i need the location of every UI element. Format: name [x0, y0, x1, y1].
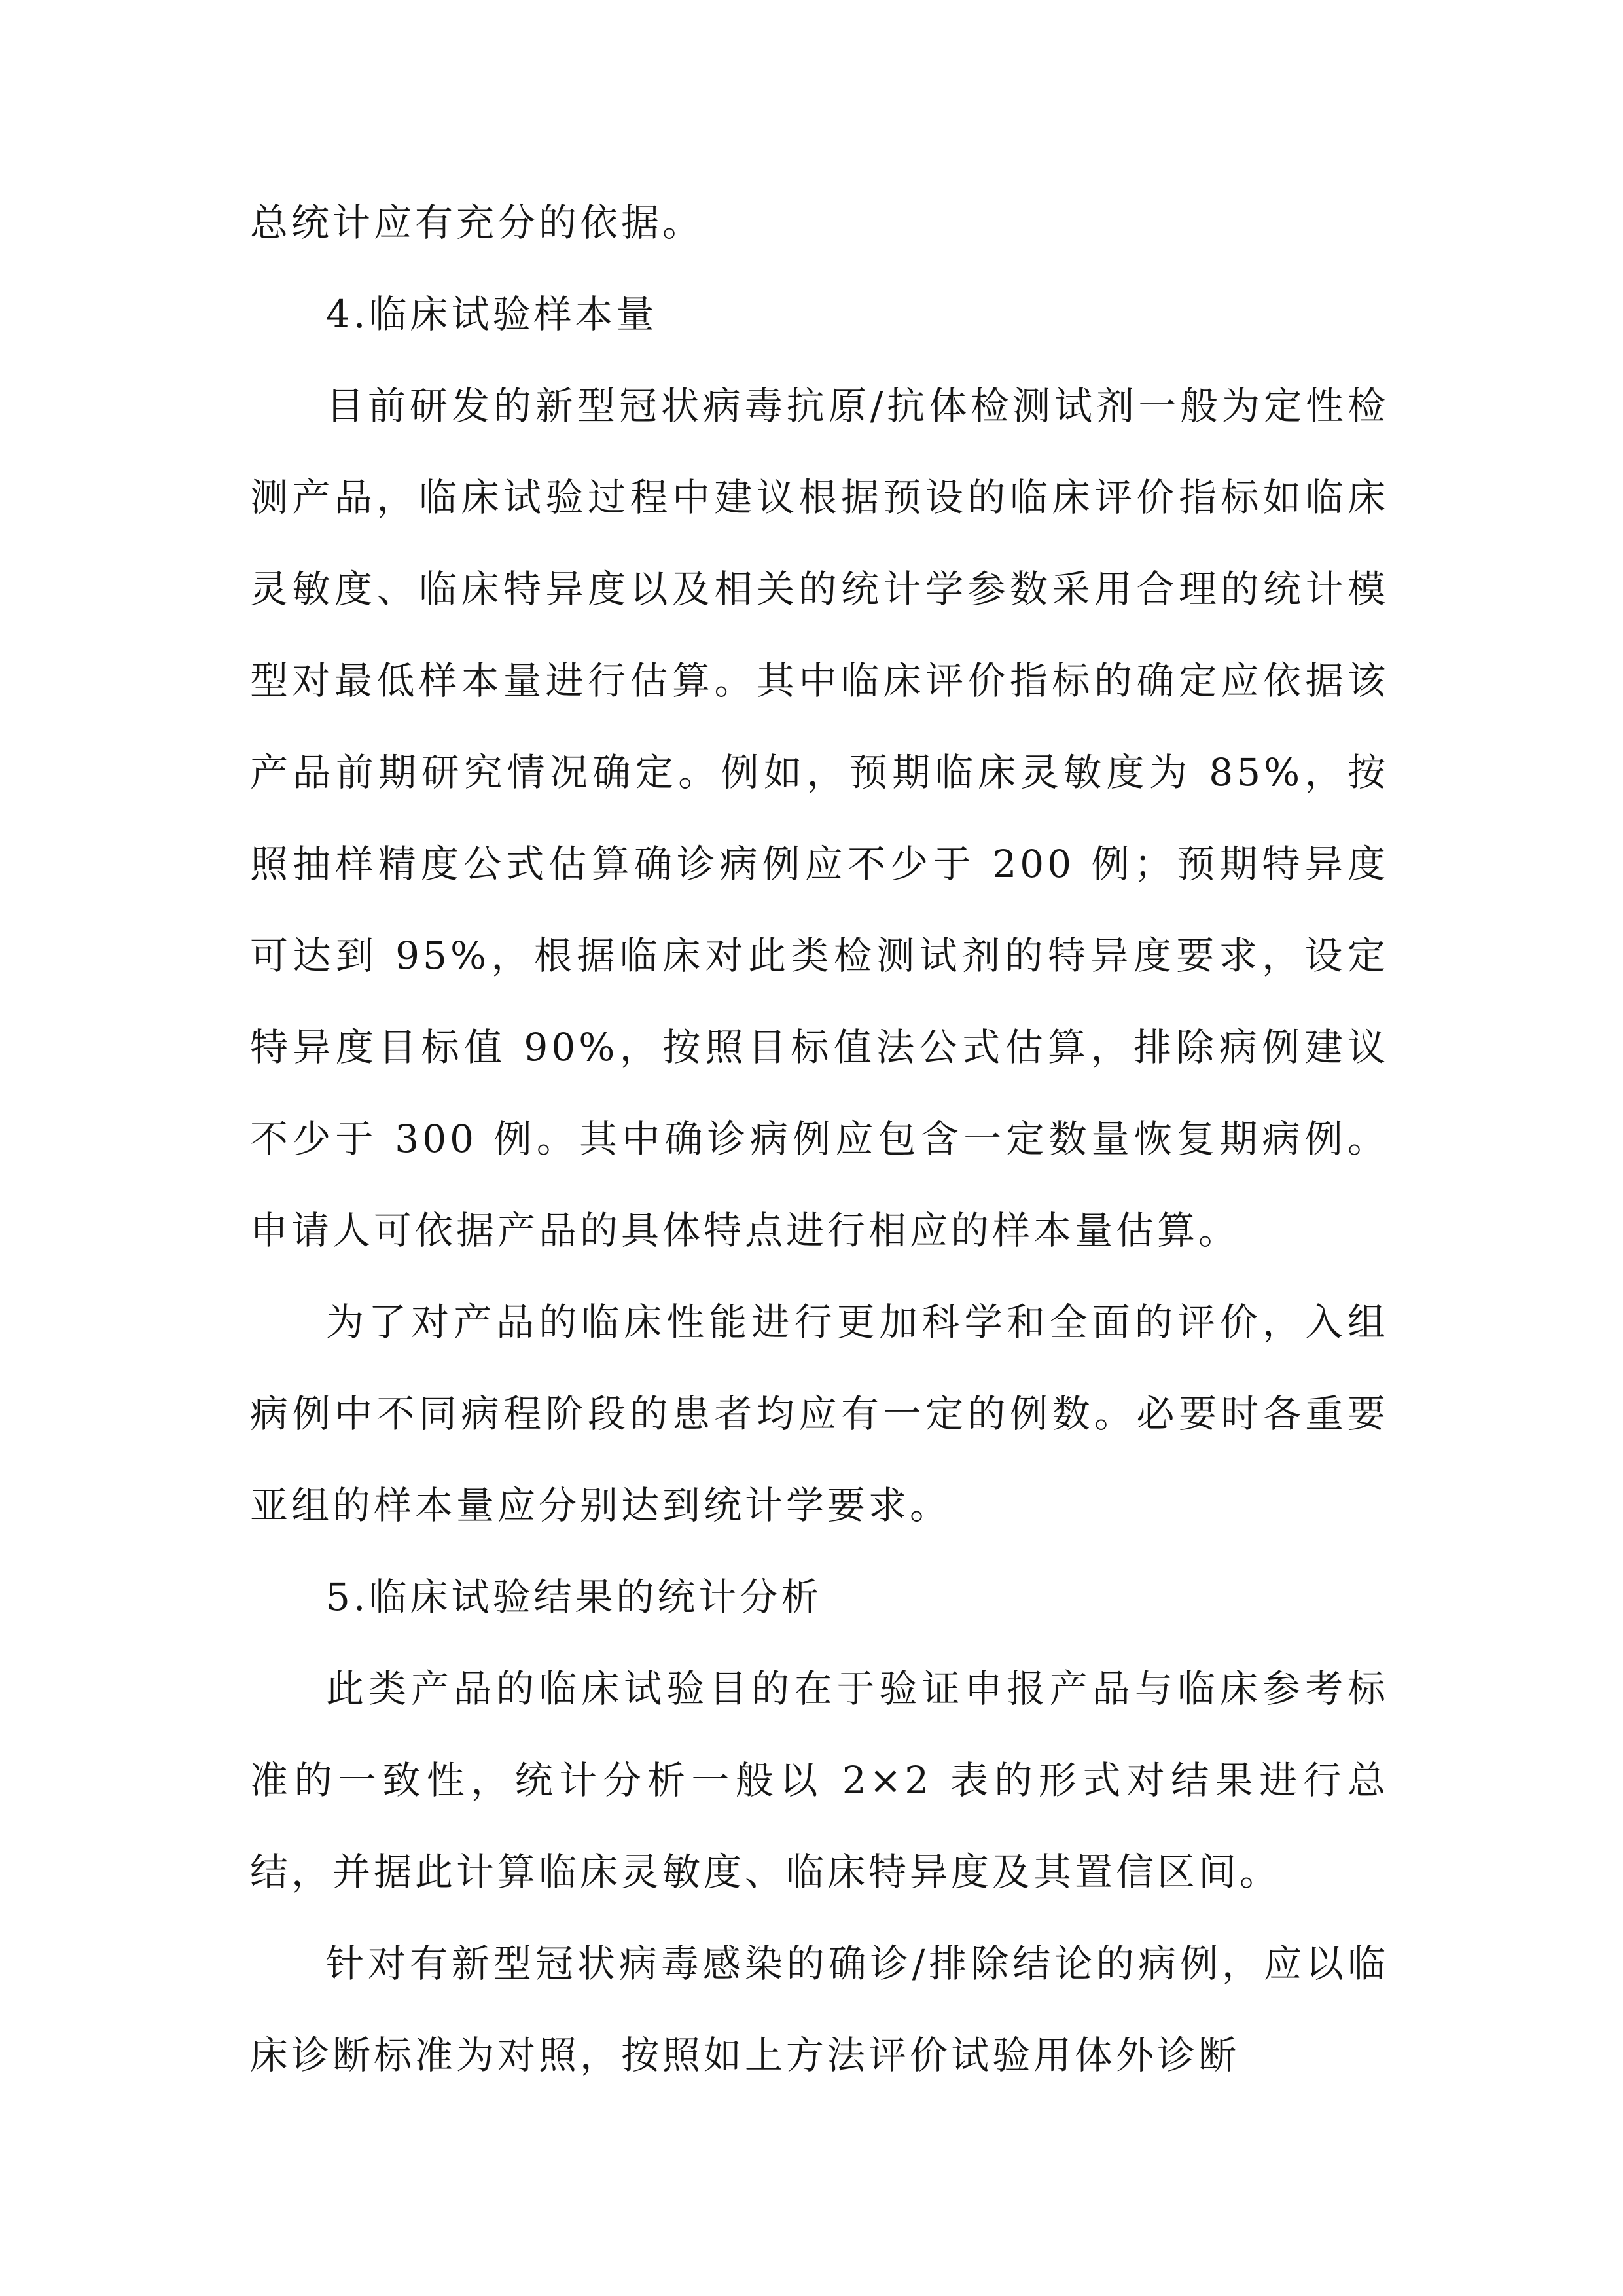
section-heading-sample-size: 4.临床试验样本量 [326, 292, 658, 336]
paragraph-sample-size: 目前研发的新型冠状病毒抗原/抗体检测试剂一般为定性检测产品，临床试验过程中建议根据预设的临床评价指标如临床灵敏度、临床特异度以及相关的统计学参数采用合理的统计模型对最低样本量进行估算。其中临床评价指标的确定应依据该产品前期研究情况确定。例如，预期临床灵敏度为 85%，按照抽样精度公式估算确诊病例应不少于 200 例；预期特异度可达到 95%，根据临床对此类检测试剂的特异度要求，设定特异度目标值 90%，按照目标值法公式估算，排除病例建议不少于 300 例。其中确诊病例应包含一定数量恢复期病例。申请人可依据产品的具体特点进行相应的样本量估算。 [250, 384, 1389, 1253]
paragraph-statistical-analysis: 此类产品的临床试验目的在于验证申报产品与临床参考标准的一致性，统计分析一般以 2×2 表的形式对结果进行总结，并据此计算临床灵敏度、临床特异度及其置信区间。 [250, 1666, 1389, 1894]
paragraph-diagnosis-comparison: 针对有新型冠状病毒感染的确诊/排除结论的病例，应以临床诊断标准为对照，按照如上方法评价试验用体外诊断 [250, 1941, 1389, 2077]
section-heading-statistical-analysis: 5.临床试验结果的统计分析 [326, 1575, 823, 1619]
document-body [250, 177, 1389, 2101]
paragraph-continuation: 总统计应有充分的依据。 [250, 200, 704, 245]
paragraph-subgroups: 为了对产品的临床性能进行更加科学和全面的评价，入组病例中不同病程阶段的患者均应有一定的例数。必要时各重要亚组的样本量应分别达到统计学要求。 [250, 1300, 1389, 1528]
